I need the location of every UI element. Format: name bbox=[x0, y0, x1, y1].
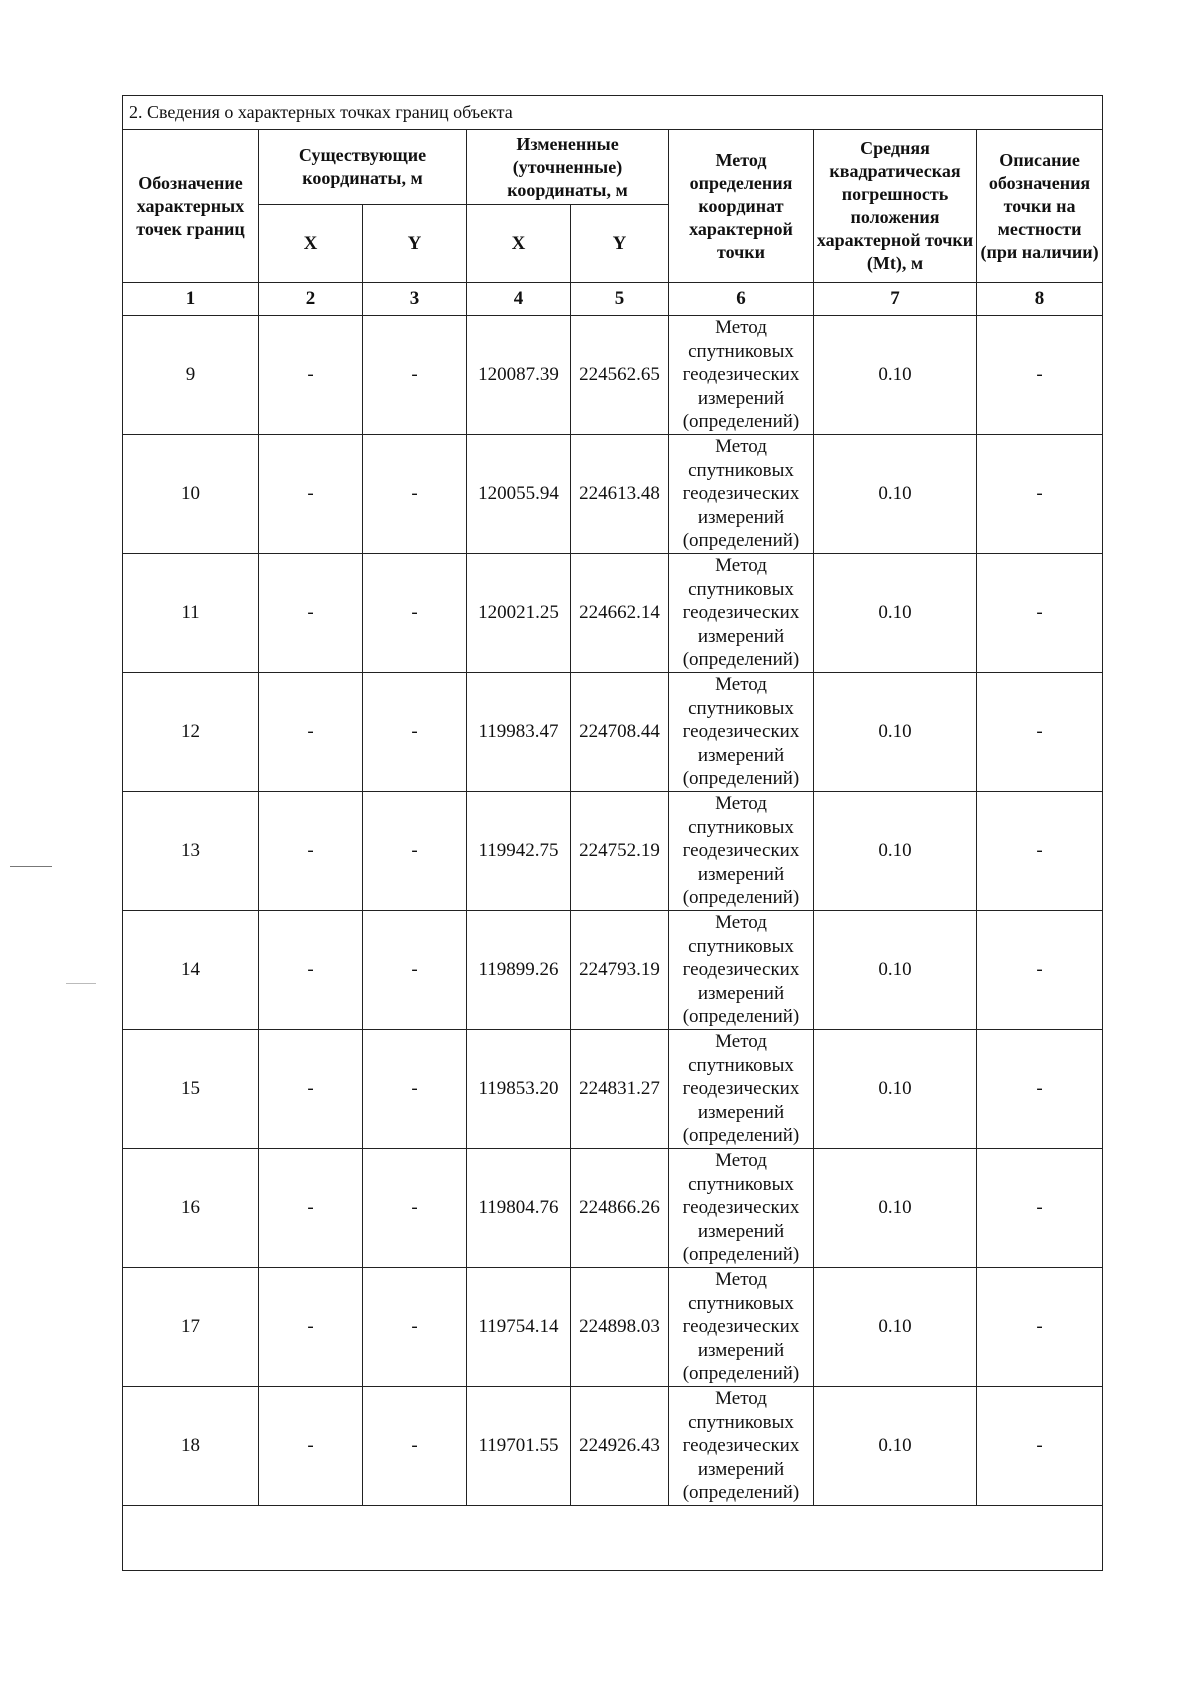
method-cell: Метод спутниковых геодезических измерений (определений) bbox=[669, 1149, 814, 1268]
table-row bbox=[123, 316, 1103, 435]
existing-y-cell: - bbox=[363, 435, 467, 554]
changed-y-cell: 224562.65 bbox=[571, 316, 669, 435]
description-cell: - bbox=[977, 1149, 1103, 1268]
table-row bbox=[123, 435, 1103, 554]
error-cell: 0.10 bbox=[814, 316, 977, 435]
error-cell: 0.10 bbox=[814, 792, 977, 911]
existing-y-cell: - bbox=[363, 911, 467, 1030]
description-cell: - bbox=[977, 554, 1103, 673]
table-row bbox=[123, 554, 1103, 673]
changed-y-cell: 224613.48 bbox=[571, 435, 669, 554]
column-number: 2 bbox=[259, 283, 363, 316]
description-cell: - bbox=[977, 1268, 1103, 1387]
method-cell: Метод спутниковых геодезических измерений (определений) bbox=[669, 673, 814, 792]
existing-y-cell: - bbox=[363, 554, 467, 673]
point-cell: 15 bbox=[123, 1030, 259, 1149]
column-number: 8 bbox=[977, 283, 1103, 316]
header-changed-y: Y bbox=[571, 205, 669, 283]
error-cell: 0.10 bbox=[814, 1149, 977, 1268]
method-cell: Метод спутниковых геодезических измерений (определений) bbox=[669, 435, 814, 554]
header-existing-x: X bbox=[259, 205, 363, 283]
table-body bbox=[123, 316, 1103, 1506]
column-number: 6 bbox=[669, 283, 814, 316]
header-description: Описание обозначения точки на местности (при наличии) bbox=[977, 130, 1103, 283]
changed-y-cell: 224898.03 bbox=[571, 1268, 669, 1387]
method-cell: Метод спутниковых геодезических измерений (определений) bbox=[669, 316, 814, 435]
existing-x-cell: - bbox=[259, 554, 363, 673]
header-changed-x: X bbox=[467, 205, 571, 283]
table-row bbox=[123, 1030, 1103, 1149]
column-number: 7 bbox=[814, 283, 977, 316]
error-cell: 0.10 bbox=[814, 1030, 977, 1149]
method-cell: Метод спутниковых геодезических измерений (определений) bbox=[669, 554, 814, 673]
point-cell: 16 bbox=[123, 1149, 259, 1268]
point-cell: 12 bbox=[123, 673, 259, 792]
error-cell: 0.10 bbox=[814, 554, 977, 673]
changed-y-cell: 224752.19 bbox=[571, 792, 669, 911]
existing-x-cell: - bbox=[259, 1030, 363, 1149]
existing-y-cell: - bbox=[363, 1030, 467, 1149]
table-row bbox=[123, 673, 1103, 792]
changed-x-cell: 119899.26 bbox=[467, 911, 571, 1030]
existing-x-cell: - bbox=[259, 435, 363, 554]
description-cell: - bbox=[977, 316, 1103, 435]
empty-row bbox=[123, 1506, 1103, 1571]
header-changed-coordinates: Измененные (уточненные) координаты, м bbox=[467, 130, 669, 205]
existing-y-cell: - bbox=[363, 1387, 467, 1506]
method-cell: Метод спутниковых геодезических измерений (определений) bbox=[669, 792, 814, 911]
header-error: Средняя квадратическая погрешность положения характерной точки (Mt), м bbox=[814, 130, 977, 283]
existing-x-cell: - bbox=[259, 673, 363, 792]
changed-x-cell: 119754.14 bbox=[467, 1268, 571, 1387]
existing-x-cell: - bbox=[259, 792, 363, 911]
scan-artifact bbox=[66, 983, 96, 984]
method-cell: Метод спутниковых геодезических измерений (определений) bbox=[669, 911, 814, 1030]
existing-y-cell: - bbox=[363, 792, 467, 911]
changed-x-cell: 120055.94 bbox=[467, 435, 571, 554]
table-row bbox=[123, 792, 1103, 911]
header-method: Метод определения координат характерной точки bbox=[669, 130, 814, 283]
boundary-points-table bbox=[122, 95, 1103, 1571]
table-row bbox=[123, 1149, 1103, 1268]
section-title: 2. Сведения о характерных точках границ объекта bbox=[123, 96, 1103, 130]
error-cell: 0.10 bbox=[814, 673, 977, 792]
point-cell: 14 bbox=[123, 911, 259, 1030]
point-cell: 17 bbox=[123, 1268, 259, 1387]
empty-cell bbox=[123, 1506, 1103, 1571]
column-number-row bbox=[123, 283, 1103, 316]
table-row bbox=[123, 1387, 1103, 1506]
existing-y-cell: - bbox=[363, 1268, 467, 1387]
changed-x-cell: 119983.47 bbox=[467, 673, 571, 792]
existing-x-cell: - bbox=[259, 1387, 363, 1506]
existing-y-cell: - bbox=[363, 1149, 467, 1268]
method-cell: Метод спутниковых геодезических измерений (определений) bbox=[669, 1387, 814, 1506]
description-cell: - bbox=[977, 1030, 1103, 1149]
changed-x-cell: 119942.75 bbox=[467, 792, 571, 911]
changed-x-cell: 119853.20 bbox=[467, 1030, 571, 1149]
scan-artifact bbox=[10, 866, 52, 867]
changed-x-cell: 120021.25 bbox=[467, 554, 571, 673]
table-row bbox=[123, 1268, 1103, 1387]
error-cell: 0.10 bbox=[814, 1387, 977, 1506]
changed-y-cell: 224831.27 bbox=[571, 1030, 669, 1149]
error-cell: 0.10 bbox=[814, 435, 977, 554]
existing-y-cell: - bbox=[363, 673, 467, 792]
existing-x-cell: - bbox=[259, 1149, 363, 1268]
description-cell: - bbox=[977, 435, 1103, 554]
column-number: 1 bbox=[123, 283, 259, 316]
method-cell: Метод спутниковых геодезических измерений (определений) bbox=[669, 1268, 814, 1387]
error-cell: 0.10 bbox=[814, 911, 977, 1030]
point-cell: 13 bbox=[123, 792, 259, 911]
description-cell: - bbox=[977, 1387, 1103, 1506]
method-cell: Метод спутниковых геодезических измерений (определений) bbox=[669, 1030, 814, 1149]
existing-y-cell: - bbox=[363, 316, 467, 435]
table-row bbox=[123, 911, 1103, 1030]
changed-y-cell: 224793.19 bbox=[571, 911, 669, 1030]
header-existing-coordinates: Существующие координаты, м bbox=[259, 130, 467, 205]
column-number: 4 bbox=[467, 283, 571, 316]
description-cell: - bbox=[977, 792, 1103, 911]
point-cell: 18 bbox=[123, 1387, 259, 1506]
existing-x-cell: - bbox=[259, 1268, 363, 1387]
point-cell: 9 bbox=[123, 316, 259, 435]
point-cell: 11 bbox=[123, 554, 259, 673]
changed-y-cell: 224866.26 bbox=[571, 1149, 669, 1268]
existing-x-cell: - bbox=[259, 911, 363, 1030]
header-existing-y: Y bbox=[363, 205, 467, 283]
header-point: Обозначение характерных точек границ bbox=[123, 130, 259, 283]
changed-x-cell: 119701.55 bbox=[467, 1387, 571, 1506]
column-number: 5 bbox=[571, 283, 669, 316]
description-cell: - bbox=[977, 673, 1103, 792]
changed-y-cell: 224926.43 bbox=[571, 1387, 669, 1506]
changed-y-cell: 224708.44 bbox=[571, 673, 669, 792]
point-cell: 10 bbox=[123, 435, 259, 554]
error-cell: 0.10 bbox=[814, 1268, 977, 1387]
description-cell: - bbox=[977, 911, 1103, 1030]
changed-x-cell: 119804.76 bbox=[467, 1149, 571, 1268]
column-number: 3 bbox=[363, 283, 467, 316]
changed-y-cell: 224662.14 bbox=[571, 554, 669, 673]
changed-x-cell: 120087.39 bbox=[467, 316, 571, 435]
existing-x-cell: - bbox=[259, 316, 363, 435]
